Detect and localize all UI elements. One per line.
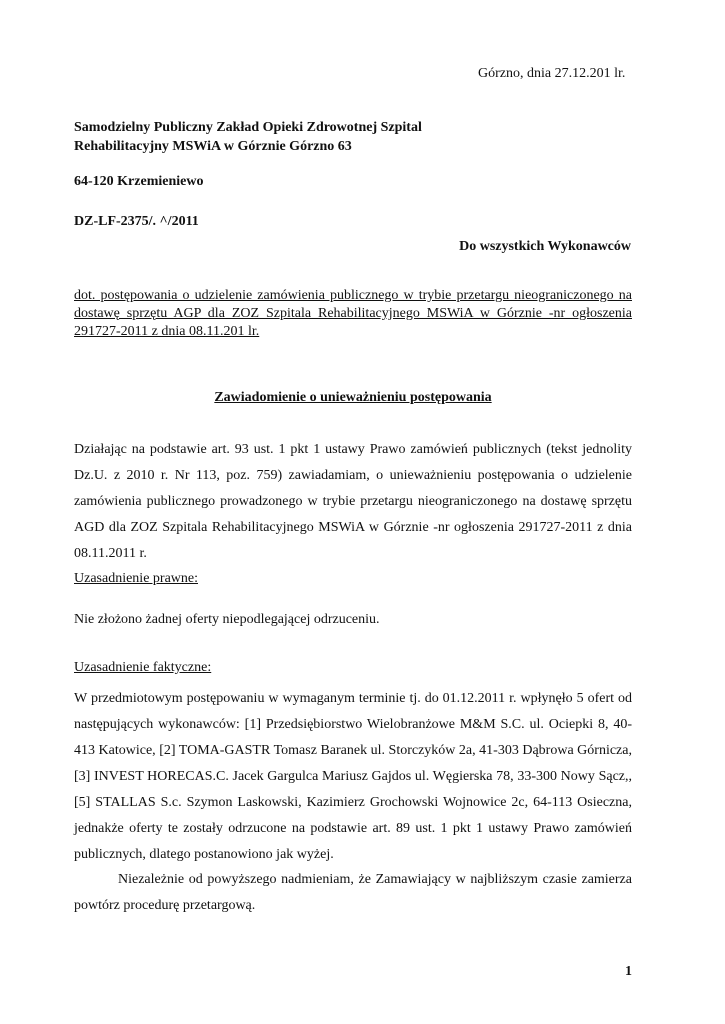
legal-justification-text: Nie złożono żadnej oferty niepodlegającej odrzuceniu. [74, 612, 380, 627]
page-number: 1 [625, 964, 632, 979]
closing-paragraph: Niezależnie od powyższego nadmieniam, że Zamawiający w najbliższym czasie zamierza powtórz procedurę przetargową. [74, 872, 632, 913]
date-line: Górzno, dnia 27.12.201 lr. [478, 66, 626, 81]
regarding-line: dot. postępowania o udzielenie zamówienia publicznego w trybie przetargu nieograniczonego na dostawę sprzętu AGP dla ZOZ Szpitala Rehabilitacyjnego MSWiA w Górznie -nr ogłoszenia 291727-2011 z dnia 08.11.201 lr. [74, 288, 632, 339]
factual-justification-heading: Uzasadnienie faktyczne: [74, 660, 212, 675]
document-title: Zawiadomienie o unieważnieniu postępowania [214, 390, 492, 405]
institution-name-line1: Samodzielny Publiczny Zakład Opieki Zdrowotnej Szpital [74, 120, 422, 135]
reference-number: DZ-LF-2375/. ^/2011 [74, 214, 199, 229]
factual-justification-text: W przedmiotowym postępowaniu w wymaganym terminie tj. do 01.12.2011 r. wpłynęło 5 ofert od następujących wykonawców: [1] Przedsiębiorstwo Wielobranżowe M&M S.C. ul. Ociepki 8, 40-413 Katowice, [2] TOMA-GASTR Tomasz Baranek ul. Storczyków 2a, 41-303 Dąbrowa Górnicza, [3] INVEST HORECAS.C. Jacek Gargulca Mariusz Gajdos ul. Węgierska 78, 33-300 Nowy Sącz,, [5] STALLAS S.c. Szymon Laskowski, Kazimierz Grochowski Wojnowice 2c, 64-113 Osieczna, jednakże oferty te zostały odrzucone na podstawie art. 89 ust. 1 pkt 1 ustawy Prawo zamówień publicznych, dlatego postanowiono jak wyżej. [74, 691, 632, 862]
addressee: Do wszystkich Wykonawców [459, 239, 631, 254]
institution-name-line2: Rehabilitacyjny MSWiA w Górznie Górzno 63 [74, 139, 352, 154]
legal-justification-heading: Uzasadnienie prawne: [74, 571, 198, 586]
intro-paragraph: Działając na podstawie art. 93 ust. 1 pkt 1 ustawy Prawo zamówień publicznych (tekst jednolity Dz.U. z 2010 r. Nr 113, poz. 759) zawiadamiam, o unieważnieniu postępowania o udzielenie zamówienia publicznego prowadzonego w trybie przetargu nieograniczonego na dostawę sprzętu AGD dla ZOZ Szpitala Rehabilitacyjnego MSWiA w Górznie -nr ogłoszenia 291727-2011 z dnia 08.11.2011 r. [74, 442, 632, 561]
institution-block [74, 118, 422, 156]
postal-address: 64-120 Krzemieniewo [74, 174, 204, 189]
